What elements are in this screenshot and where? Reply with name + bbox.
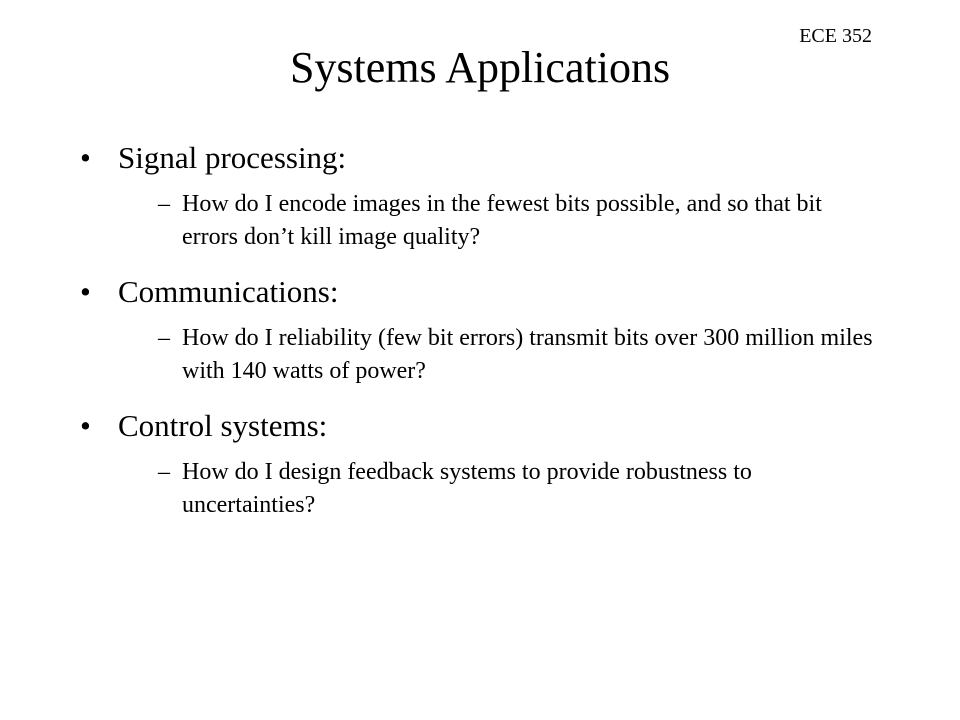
sub-bullet-text: How do I reliability (few bit errors) transmit bits over 300 million miles with 140 watts of power? — [182, 325, 873, 384]
bullet-group-signal-processing — [78, 138, 878, 254]
bullet-group-communications — [78, 272, 878, 388]
sub-bullet-item — [158, 322, 878, 388]
bullet-label: Control systems: — [118, 408, 328, 443]
dash-icon: – — [158, 325, 170, 351]
dash-icon: – — [158, 459, 170, 485]
bullet-icon: • — [80, 274, 91, 309]
bullet-icon: • — [80, 140, 91, 175]
sub-bullet-item — [158, 188, 878, 254]
bullet-label: Signal processing: — [118, 140, 347, 175]
dash-icon: – — [158, 191, 170, 217]
bullet-item — [78, 272, 878, 312]
bullet-item — [78, 406, 878, 446]
sub-bullet-item — [158, 456, 878, 522]
bullet-item — [78, 138, 878, 178]
sub-bullet-text: How do I design feedback systems to provide robustness to uncertainties? — [182, 459, 752, 518]
sub-bullet-text: How do I encode images in the fewest bits possible, and so that bit errors don’t kill image quality? — [182, 191, 822, 250]
slide-title: Systems Applications — [289, 43, 671, 92]
bullet-group-control-systems — [78, 406, 878, 522]
bullet-label: Communications: — [118, 274, 339, 309]
bullet-list — [78, 138, 878, 540]
bullet-icon: • — [80, 408, 91, 443]
course-tag: ECE 352 — [799, 25, 872, 47]
